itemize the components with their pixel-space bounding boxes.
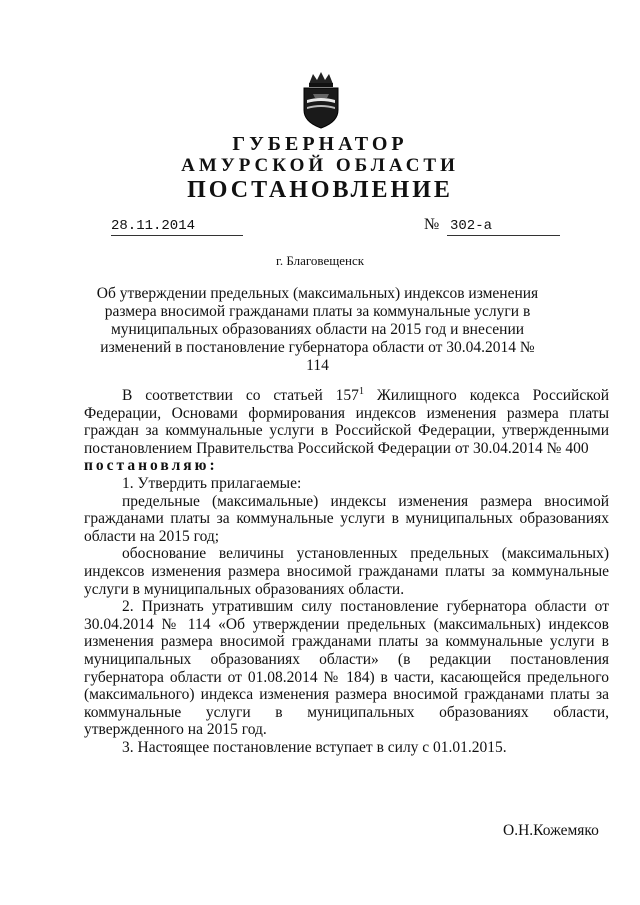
document-body <box>84 387 609 756</box>
item-1: 1. Утвердить прилагаемые: <box>122 474 302 492</box>
article-superscript: 1 <box>358 385 364 397</box>
document-number: 302-а <box>447 218 560 236</box>
signature-name: О.Н.Кожемяко <box>503 822 599 839</box>
document-date: 28.11.2014 <box>111 218 243 236</box>
preamble-text-b: Жилищного кодекса Российской Федерации, Основами формирования индексов изменения размера платы граждан за коммунальные услуги в Российской Федерации, утвержденными постановлением Правительства Российской Федерации от 30.04.2014 № 400 <box>84 387 609 457</box>
document-type: ПОСТАНОВЛЕНИЕ <box>187 177 453 203</box>
city: г. Благовещенск <box>275 253 365 268</box>
header-title: ГУБЕРНАТОР <box>232 133 408 155</box>
item-1-a: предельные (максимальные) индексы изменения размера вносимой гражданами платы за коммунальные услуги в муниципальных образованиях области на 2015 год; <box>84 492 609 545</box>
item-1-b: обоснование величины установленных предельных (максимальных) индексов изменения размера вносимой гражданами платы за коммунальные услуги в муниципальных образованиях области. <box>84 545 609 598</box>
preamble-paragraph <box>84 387 609 457</box>
document-subject: Об утверждении предельных (максимальных) индексов изменения размера вносимой гражданами платы за коммунальные услуги в муниципальных образованиях области на 2015 год и внесении изменений в постановление губернатора области от 30.04.2014 № 114 <box>96 285 539 374</box>
preamble-text-a: В соответствии со статьей 157 <box>122 387 359 404</box>
item-3: 3. Настоящее постановление вступает в силу с 01.01.2015. <box>122 738 507 756</box>
number-label: № <box>424 216 440 233</box>
item-2: 2. Признать утратившим силу постановление губернатора области от 30.04.2014 № 114 «Об утверждении предельных (максимальных) индексов изменения размера вносимой гражданами платы за коммунальные услуги в муниципальных образованиях области» (в редакции постановления губернатора области от 01.08.2014 № 184) в части, касающейся предельного (максимального) индекса изменения размера вносимой гражданами платы за коммунальные услуги в муниципальных образованиях области, утвержденного на 2015 год. <box>84 598 609 739</box>
header-region: АМУРСКОЙ ОБЛАСТИ <box>181 155 459 176</box>
decree-word: постановляю: <box>84 457 218 475</box>
coat-of-arms-emblem <box>299 70 343 130</box>
